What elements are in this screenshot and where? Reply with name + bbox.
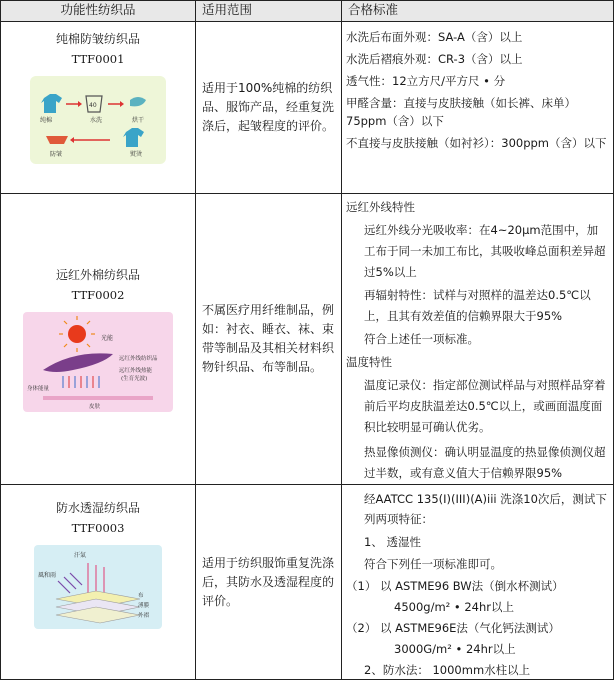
product-code: TTF0003 xyxy=(71,521,125,535)
svg-text:40: 40 xyxy=(89,102,97,109)
svg-text:皮肤: 皮肤 xyxy=(89,404,101,410)
table-row xyxy=(1,485,614,680)
far-infrared-illustration xyxy=(23,312,173,412)
svg-text:熨烫: 熨烫 xyxy=(130,151,143,158)
standard-line: 再辐射特性：试样与对照样的温差达0.5℃以上，且其有效差值的信赖界限大于95% xyxy=(364,288,591,323)
standard-line: 不直接与皮肤接触（如衬衫）：300ppm（含）以下 xyxy=(346,136,607,150)
sun-icon xyxy=(68,325,86,343)
standard-line: 水洗后褶痕外观：CR-3（含）以上 xyxy=(346,52,523,66)
standard-line: （2） 以 ASTME96E法（气化钙法测试） xyxy=(346,621,560,635)
product-cell xyxy=(1,485,196,680)
svg-text:远红外线热能: 远红外线热能 xyxy=(119,368,153,374)
svg-text:光能: 光能 xyxy=(101,335,114,342)
svg-text:烘干: 烘干 xyxy=(132,117,145,124)
svg-text:水洗: 水洗 xyxy=(90,117,103,124)
svg-text:風和雨: 風和雨 xyxy=(38,572,57,579)
product-name: 防水透湿纺织品 xyxy=(55,501,140,515)
standard-line: 甲醛含量：直接与皮肤接触（如长裤、床单）75ppm（含）以下 xyxy=(346,96,576,128)
standard-line: 3000G/m² • 24hr以上 xyxy=(394,642,516,656)
scope-cell: 适用于纺织服饰重复洗涤后，其防水及透湿程度的评价。 xyxy=(196,485,342,680)
standard-line: 经AATCC 135(I)(III)(A)iii 洗涤10次后，测试下列两项特征： xyxy=(364,492,607,526)
standard-cell xyxy=(342,194,614,485)
standard-line: 水洗后布面外观：SA-A（含）以上 xyxy=(346,30,523,44)
svg-text:外褶: 外褶 xyxy=(138,613,150,619)
table-header-row xyxy=(1,1,614,22)
standard-line: （1） 以 ASTME96 BW法（倒水杯测试） xyxy=(346,579,564,593)
standard-line: 4500g/m² • 24hr以上 xyxy=(394,600,514,614)
svg-text:溥膜: 溥膜 xyxy=(138,603,150,609)
standard-cell xyxy=(342,485,614,680)
standard-line: 远红外线分光吸收率：在4~20μm范围中，加工布于同一未加工布比，其吸收峰总面积差异超过5%以上 xyxy=(364,223,606,279)
header-product: 功能性纺织品 xyxy=(1,1,196,22)
product-code: TTF0002 xyxy=(71,288,125,302)
header-standard: 合格标准 xyxy=(342,1,614,22)
svg-text:纯棉: 纯棉 xyxy=(40,117,53,124)
standard-line: 2、防水法： 1000mm水柱以上 xyxy=(364,663,531,677)
svg-text:远红外线纺织品: 远红外线纺织品 xyxy=(119,356,158,362)
svg-text:布: 布 xyxy=(138,593,144,599)
standard-line: 热显像侦测仪：确认明显温度的热显像侦测仪超过半数，或有意义值大于信赖界限95% xyxy=(364,445,606,480)
product-name: 纯棉防皱纺织品 xyxy=(55,32,140,46)
standard-line: 温度记录仪：指定部位测试样品与对照样品穿着前后平均皮肤温差达0.5℃以上，或画面温度面积比较明显可确认优劣。 xyxy=(364,378,606,434)
standard-heading: 温度特性 xyxy=(346,355,392,369)
scope-cell: 适用于100%纯棉的纺织品、服饰产品，经重复洗涤后，起皱程度的评价。 xyxy=(196,22,342,194)
product-cell xyxy=(1,22,196,194)
standard-line: 符合上述任一项标准。 xyxy=(364,332,479,346)
table-row xyxy=(1,194,614,485)
product-code: TTF0001 xyxy=(71,52,125,66)
svg-text:汗氣: 汗氣 xyxy=(74,552,87,559)
svg-text:身体能量: 身体能量 xyxy=(27,386,50,392)
product-name: 远红外棉纺织品 xyxy=(55,268,140,282)
standard-line: 符合下列任一项标准即可。 xyxy=(364,557,502,571)
standard-cell xyxy=(342,22,614,194)
scope-cell: 不属医疗用纤维制品，例如：衬衣、睡衣、袜、束带等制品及其相关材料织物针织品、布等制品。 xyxy=(196,194,342,485)
svg-text:(生育光波): (生育光波) xyxy=(121,376,148,382)
standard-line: 透气性：12立方尺/平方尺 • 分 xyxy=(346,74,506,88)
product-cell xyxy=(1,194,196,485)
svg-text:防皱: 防皱 xyxy=(50,151,63,158)
wrinkle-free-illustration xyxy=(30,76,166,164)
waterproof-breathable-illustration xyxy=(34,545,162,629)
standard-heading: 远红外线特性 xyxy=(346,200,415,214)
standard-line: 1、 透湿性 xyxy=(364,535,421,549)
header-scope: 适用范围 xyxy=(196,1,342,22)
table-row xyxy=(1,22,614,194)
